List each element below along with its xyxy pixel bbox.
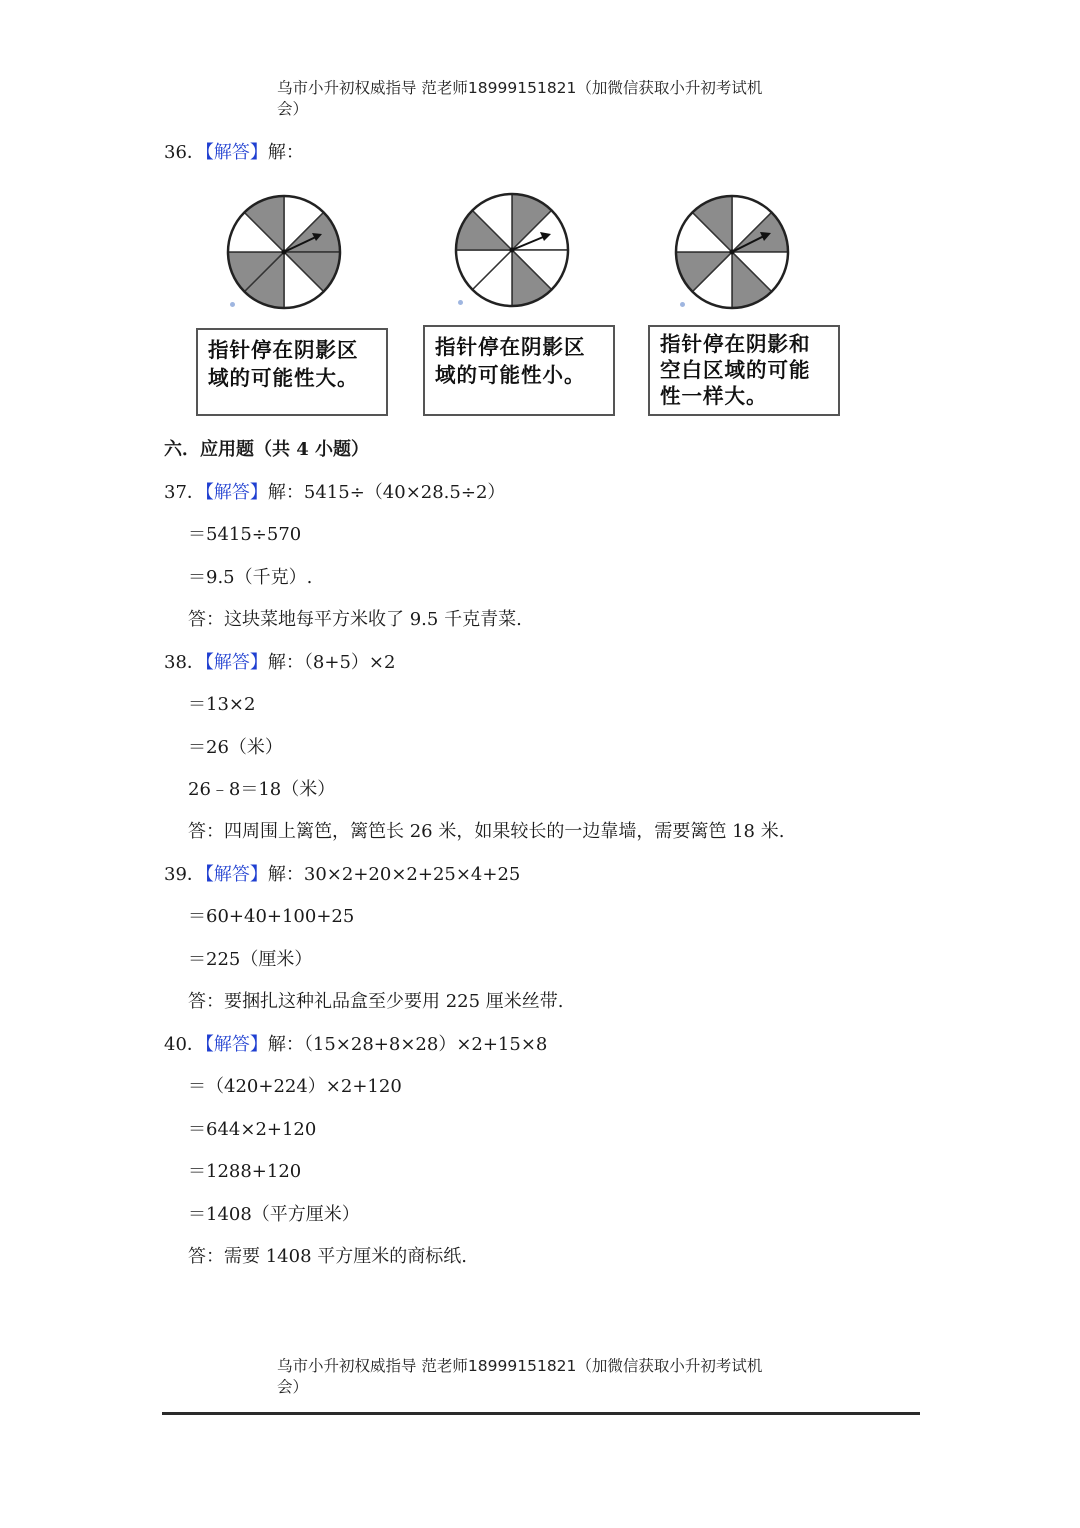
q39-answer: 答：要捆扎这种礼品盒至少要用 225 厘米丝带. [188,991,564,1012]
q40-answer-tag: 【解答】 [204,1034,268,1055]
caption-2-line-2: 域的可能性小。 [435,363,586,387]
footer-line-2: 会） [277,1378,309,1396]
spinner-2 [450,188,574,312]
q40-step: ＝1288+120 [188,1161,302,1182]
q37-answer: 答：这块菜地每平方米收了 9.5 千克青菜. [188,609,522,630]
q40-answer: 答：需要 1408 平方厘米的商标纸. [188,1246,467,1267]
header-line-2: 会） [277,100,309,118]
scan-dot [458,300,463,305]
page-header [277,78,797,120]
q39-step: ＝60+40+100+25 [188,906,355,927]
page-footer [277,1356,797,1398]
q38-number: 38． [164,652,205,673]
q39-heading [164,863,520,887]
q38-heading [164,651,395,675]
q40-step: ＝1408（平方厘米） [188,1204,360,1225]
q38-step: ＝26（米） [188,737,283,758]
q40-number: 40． [164,1034,205,1055]
spinner-3 [670,190,794,314]
caption-3-line-3: 性一样大。 [660,384,768,408]
q40-step: ＝（420+224）×2+120 [188,1076,402,1097]
q39-number: 39． [164,864,205,885]
footer-divider [162,1412,920,1415]
scan-dot [680,302,685,307]
q36-heading [164,141,304,165]
caption-box-3 [648,325,840,416]
q40-expression: 解：（15×28+8×28）×2+15×8 [267,1034,548,1055]
q38-step: ＝13×2 [188,694,256,715]
q40-step: ＝644×2+120 [188,1119,317,1140]
q37-heading [164,481,505,505]
q36-answer-tag: 【解答】 [204,142,268,163]
q38-answer: 答：四周围上篱笆，篱笆长 26 米，如果较长的一边靠墙，需要篱笆 18 米. [188,821,785,842]
section-6-title: 六．应用题（共 4 小题） [164,439,370,460]
header-line-1: 乌市小升初权威指导 范老师18999151821（加微信获取小升初考试机 [277,79,763,97]
caption-box-1 [196,328,388,416]
q37-step: ＝9.5（千克）. [188,567,313,588]
caption-3-line-1: 指针停在阴影和 [660,332,811,356]
q40-heading [164,1033,547,1057]
caption-3-line-2: 空白区域的可能 [660,358,811,382]
q36-number: 36． [164,142,205,163]
caption-1-line-2: 域的可能性大。 [208,366,359,390]
q36-jie: 解： [267,142,304,163]
q37-step: ＝5415÷570 [188,524,302,545]
q39-answer-tag: 【解答】 [204,864,268,885]
q38-step: 26﹣8＝18（米） [188,779,336,800]
spinner-1 [222,190,346,314]
q38-expression: 解：（8+5）×2 [267,652,396,673]
q39-expression: 解：30×2+20×2+25×4+25 [267,864,521,885]
q38-answer-tag: 【解答】 [204,652,268,673]
q39-step: ＝225（厘米） [188,949,313,970]
footer-line-1: 乌市小升初权威指导 范老师18999151821（加微信获取小升初考试机 [277,1357,763,1375]
scan-dot [230,302,235,307]
caption-1-line-1: 指针停在阴影区 [208,338,359,362]
q37-number: 37． [164,482,205,503]
q37-answer-tag: 【解答】 [204,482,268,503]
caption-box-2 [423,325,615,416]
caption-2-line-1: 指针停在阴影区 [435,335,586,359]
q37-expression: 解：5415÷（40×28.5÷2） [267,482,506,503]
